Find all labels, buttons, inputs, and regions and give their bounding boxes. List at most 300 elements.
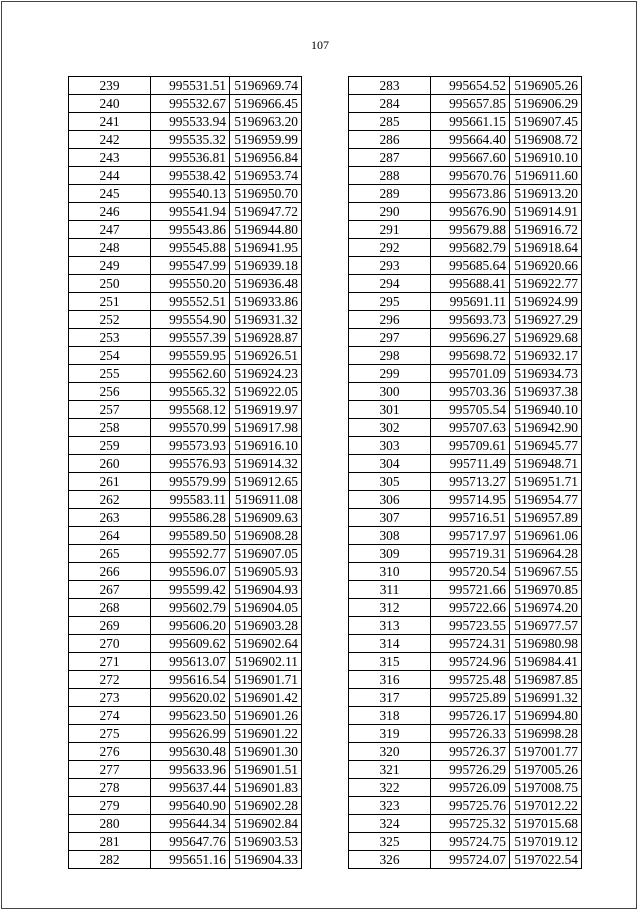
y-coordinate-cell: 5196937.38 <box>510 383 582 401</box>
x-coordinate-cell: 995661.15 <box>431 113 510 131</box>
y-coordinate-cell: 5196936.48 <box>230 275 302 293</box>
point-number-cell: 271 <box>69 653 151 671</box>
y-coordinate-cell: 5196944.80 <box>230 221 302 239</box>
table-row <box>69 293 302 311</box>
y-coordinate-cell: 5196911.60 <box>510 167 582 185</box>
x-coordinate-cell: 995721.66 <box>431 581 510 599</box>
x-coordinate-cell: 995644.34 <box>151 815 230 833</box>
table-row <box>349 77 582 95</box>
x-coordinate-cell: 995586.28 <box>151 509 230 527</box>
table-row <box>349 95 582 113</box>
table-row <box>349 239 582 257</box>
y-coordinate-cell: 5196940.10 <box>510 401 582 419</box>
point-number-cell: 278 <box>69 779 151 797</box>
table-row <box>349 203 582 221</box>
point-number-cell: 308 <box>349 527 431 545</box>
x-coordinate-cell: 995676.90 <box>431 203 510 221</box>
point-number-cell: 312 <box>349 599 431 617</box>
x-coordinate-cell: 995685.64 <box>431 257 510 275</box>
y-coordinate-cell: 5196947.72 <box>230 203 302 221</box>
table-row <box>69 761 302 779</box>
x-coordinate-cell: 995616.54 <box>151 671 230 689</box>
x-coordinate-cell: 995596.07 <box>151 563 230 581</box>
y-coordinate-cell: 5196908.28 <box>230 527 302 545</box>
table-row <box>69 635 302 653</box>
x-coordinate-cell: 995589.50 <box>151 527 230 545</box>
point-number-cell: 272 <box>69 671 151 689</box>
x-coordinate-cell: 995714.95 <box>431 491 510 509</box>
x-coordinate-cell: 995533.94 <box>151 113 230 131</box>
point-number-cell: 317 <box>349 689 431 707</box>
x-coordinate-cell: 995726.33 <box>431 725 510 743</box>
table-row <box>349 581 582 599</box>
point-number-cell: 325 <box>349 833 431 851</box>
y-coordinate-cell: 5197001.77 <box>510 743 582 761</box>
x-coordinate-cell: 995726.29 <box>431 761 510 779</box>
y-coordinate-cell: 5196941.95 <box>230 239 302 257</box>
y-coordinate-cell: 5196908.72 <box>510 131 582 149</box>
table-row <box>349 563 582 581</box>
x-coordinate-cell: 995623.50 <box>151 707 230 725</box>
x-coordinate-cell: 995633.96 <box>151 761 230 779</box>
x-coordinate-cell: 995651.16 <box>151 851 230 869</box>
point-number-cell: 319 <box>349 725 431 743</box>
table-row <box>69 257 302 275</box>
table-row <box>349 509 582 527</box>
x-coordinate-cell: 995531.51 <box>151 77 230 95</box>
y-coordinate-cell: 5197005.26 <box>510 761 582 779</box>
point-number-cell: 241 <box>69 113 151 131</box>
y-coordinate-cell: 5196953.74 <box>230 167 302 185</box>
x-coordinate-cell: 995726.09 <box>431 779 510 797</box>
point-number-cell: 305 <box>349 473 431 491</box>
point-number-cell: 322 <box>349 779 431 797</box>
table-row <box>69 833 302 851</box>
x-coordinate-cell: 995543.86 <box>151 221 230 239</box>
y-coordinate-cell: 5196942.90 <box>510 419 582 437</box>
x-coordinate-cell: 995630.48 <box>151 743 230 761</box>
table-row <box>69 563 302 581</box>
x-coordinate-cell: 995538.42 <box>151 167 230 185</box>
y-coordinate-cell: 5196919.97 <box>230 401 302 419</box>
point-number-cell: 266 <box>69 563 151 581</box>
table-row <box>349 527 582 545</box>
x-coordinate-cell: 995545.88 <box>151 239 230 257</box>
table-row <box>349 221 582 239</box>
x-coordinate-cell: 995554.90 <box>151 311 230 329</box>
table-row <box>349 779 582 797</box>
y-coordinate-cell: 5196951.71 <box>510 473 582 491</box>
coordinates-table-left <box>68 76 302 869</box>
y-coordinate-cell: 5196963.20 <box>230 113 302 131</box>
y-coordinate-cell: 5196994.80 <box>510 707 582 725</box>
table-row <box>69 797 302 815</box>
table-row <box>349 491 582 509</box>
y-coordinate-cell: 5196901.83 <box>230 779 302 797</box>
table-row <box>349 455 582 473</box>
y-coordinate-cell: 5196904.05 <box>230 599 302 617</box>
point-number-cell: 276 <box>69 743 151 761</box>
table-row <box>349 347 582 365</box>
table-row <box>69 545 302 563</box>
y-coordinate-cell: 5196929.68 <box>510 329 582 347</box>
point-number-cell: 285 <box>349 113 431 131</box>
y-coordinate-cell: 5196914.32 <box>230 455 302 473</box>
table-row <box>349 311 582 329</box>
y-coordinate-cell: 5196913.20 <box>510 185 582 203</box>
table-row <box>69 599 302 617</box>
x-coordinate-cell: 995565.32 <box>151 383 230 401</box>
point-number-cell: 279 <box>69 797 151 815</box>
x-coordinate-cell: 995640.90 <box>151 797 230 815</box>
table-row <box>349 113 582 131</box>
table-row <box>349 617 582 635</box>
point-number-cell: 277 <box>69 761 151 779</box>
x-coordinate-cell: 995726.37 <box>431 743 510 761</box>
table-row <box>69 383 302 401</box>
point-number-cell: 255 <box>69 365 151 383</box>
x-coordinate-cell: 995709.61 <box>431 437 510 455</box>
x-coordinate-cell: 995724.96 <box>431 653 510 671</box>
y-coordinate-cell: 5196956.84 <box>230 149 302 167</box>
y-coordinate-cell: 5196911.08 <box>230 491 302 509</box>
y-coordinate-cell: 5196927.29 <box>510 311 582 329</box>
table-row <box>69 689 302 707</box>
y-coordinate-cell: 5196901.71 <box>230 671 302 689</box>
point-number-cell: 286 <box>349 131 431 149</box>
point-number-cell: 268 <box>69 599 151 617</box>
point-number-cell: 256 <box>69 383 151 401</box>
table-row <box>69 275 302 293</box>
x-coordinate-cell: 995592.77 <box>151 545 230 563</box>
point-number-cell: 280 <box>69 815 151 833</box>
point-number-cell: 294 <box>349 275 431 293</box>
y-coordinate-cell: 5196903.28 <box>230 617 302 635</box>
point-number-cell: 295 <box>349 293 431 311</box>
table-row <box>349 599 582 617</box>
y-coordinate-cell: 5196954.77 <box>510 491 582 509</box>
x-coordinate-cell: 995620.02 <box>151 689 230 707</box>
point-number-cell: 239 <box>69 77 151 95</box>
point-number-cell: 275 <box>69 725 151 743</box>
y-coordinate-cell: 5196969.74 <box>230 77 302 95</box>
y-coordinate-cell: 5196998.28 <box>510 725 582 743</box>
table-row <box>349 365 582 383</box>
table-row <box>69 437 302 455</box>
point-number-cell: 262 <box>69 491 151 509</box>
table-row <box>69 131 302 149</box>
table-row <box>349 725 582 743</box>
y-coordinate-cell: 5196974.20 <box>510 599 582 617</box>
x-coordinate-cell: 995536.81 <box>151 149 230 167</box>
point-number-cell: 324 <box>349 815 431 833</box>
point-number-cell: 298 <box>349 347 431 365</box>
table-row <box>69 653 302 671</box>
x-coordinate-cell: 995609.62 <box>151 635 230 653</box>
y-coordinate-cell: 5196964.28 <box>510 545 582 563</box>
y-coordinate-cell: 5196901.42 <box>230 689 302 707</box>
x-coordinate-cell: 995705.54 <box>431 401 510 419</box>
point-number-cell: 245 <box>69 185 151 203</box>
y-coordinate-cell: 5196959.99 <box>230 131 302 149</box>
point-number-cell: 270 <box>69 635 151 653</box>
table-row <box>69 779 302 797</box>
x-coordinate-cell: 995722.66 <box>431 599 510 617</box>
x-coordinate-cell: 995667.60 <box>431 149 510 167</box>
table-row <box>349 671 582 689</box>
table-row <box>349 545 582 563</box>
point-number-cell: 313 <box>349 617 431 635</box>
x-coordinate-cell: 995535.32 <box>151 131 230 149</box>
table-row <box>69 113 302 131</box>
x-coordinate-cell: 995726.17 <box>431 707 510 725</box>
table-row <box>349 473 582 491</box>
y-coordinate-cell: 5196987.85 <box>510 671 582 689</box>
x-coordinate-cell: 995583.11 <box>151 491 230 509</box>
table-row <box>349 257 582 275</box>
point-number-cell: 254 <box>69 347 151 365</box>
x-coordinate-cell: 995698.72 <box>431 347 510 365</box>
y-coordinate-cell: 5196902.11 <box>230 653 302 671</box>
x-coordinate-cell: 995568.12 <box>151 401 230 419</box>
point-number-cell: 249 <box>69 257 151 275</box>
point-number-cell: 310 <box>349 563 431 581</box>
table-row <box>69 491 302 509</box>
x-coordinate-cell: 995725.89 <box>431 689 510 707</box>
point-number-cell: 303 <box>349 437 431 455</box>
point-number-cell: 242 <box>69 131 151 149</box>
point-number-cell: 250 <box>69 275 151 293</box>
x-coordinate-cell: 995707.63 <box>431 419 510 437</box>
y-coordinate-cell: 5197019.12 <box>510 833 582 851</box>
y-coordinate-cell: 5196922.77 <box>510 275 582 293</box>
x-coordinate-cell: 995682.79 <box>431 239 510 257</box>
y-coordinate-cell: 5196901.30 <box>230 743 302 761</box>
x-coordinate-cell: 995579.99 <box>151 473 230 491</box>
y-coordinate-cell: 5196939.18 <box>230 257 302 275</box>
point-number-cell: 284 <box>349 95 431 113</box>
table-row <box>69 419 302 437</box>
table-row <box>349 815 582 833</box>
y-coordinate-cell: 5196905.26 <box>510 77 582 95</box>
y-coordinate-cell: 5196980.98 <box>510 635 582 653</box>
x-coordinate-cell: 995559.95 <box>151 347 230 365</box>
table-row <box>349 419 582 437</box>
point-number-cell: 306 <box>349 491 431 509</box>
x-coordinate-cell: 995613.07 <box>151 653 230 671</box>
x-coordinate-cell: 995602.79 <box>151 599 230 617</box>
point-number-cell: 258 <box>69 419 151 437</box>
table-row <box>349 689 582 707</box>
y-coordinate-cell: 5196904.93 <box>230 581 302 599</box>
y-coordinate-cell: 5196948.71 <box>510 455 582 473</box>
x-coordinate-cell: 995637.44 <box>151 779 230 797</box>
point-number-cell: 260 <box>69 455 151 473</box>
point-number-cell: 293 <box>349 257 431 275</box>
table-row <box>349 131 582 149</box>
x-coordinate-cell: 995725.32 <box>431 815 510 833</box>
y-coordinate-cell: 5196910.10 <box>510 149 582 167</box>
table-row <box>69 185 302 203</box>
table-row <box>349 401 582 419</box>
point-number-cell: 274 <box>69 707 151 725</box>
x-coordinate-cell: 995573.93 <box>151 437 230 455</box>
point-number-cell: 259 <box>69 437 151 455</box>
point-number-cell: 318 <box>349 707 431 725</box>
y-coordinate-cell: 5196902.64 <box>230 635 302 653</box>
table-row <box>69 473 302 491</box>
x-coordinate-cell: 995703.36 <box>431 383 510 401</box>
point-number-cell: 288 <box>349 167 431 185</box>
y-coordinate-cell: 5197015.68 <box>510 815 582 833</box>
y-coordinate-cell: 5197022.54 <box>510 851 582 869</box>
table-row <box>349 329 582 347</box>
y-coordinate-cell: 5196967.55 <box>510 563 582 581</box>
y-coordinate-cell: 5196920.66 <box>510 257 582 275</box>
point-number-cell: 326 <box>349 851 431 869</box>
point-number-cell: 307 <box>349 509 431 527</box>
table-row <box>69 221 302 239</box>
y-coordinate-cell: 5196945.77 <box>510 437 582 455</box>
y-coordinate-cell: 5196914.91 <box>510 203 582 221</box>
x-coordinate-cell: 995647.76 <box>151 833 230 851</box>
point-number-cell: 290 <box>349 203 431 221</box>
point-number-cell: 314 <box>349 635 431 653</box>
x-coordinate-cell: 995547.99 <box>151 257 230 275</box>
y-coordinate-cell: 5196902.84 <box>230 815 302 833</box>
x-coordinate-cell: 995716.51 <box>431 509 510 527</box>
y-coordinate-cell: 5196931.32 <box>230 311 302 329</box>
table-row <box>69 167 302 185</box>
y-coordinate-cell: 5196918.64 <box>510 239 582 257</box>
x-coordinate-cell: 995725.48 <box>431 671 510 689</box>
point-number-cell: 252 <box>69 311 151 329</box>
x-coordinate-cell: 995679.88 <box>431 221 510 239</box>
table-row <box>349 707 582 725</box>
y-coordinate-cell: 5196901.51 <box>230 761 302 779</box>
x-coordinate-cell: 995723.55 <box>431 617 510 635</box>
x-coordinate-cell: 995688.41 <box>431 275 510 293</box>
y-coordinate-cell: 5196917.98 <box>230 419 302 437</box>
y-coordinate-cell: 5196902.28 <box>230 797 302 815</box>
table-row <box>69 239 302 257</box>
x-coordinate-cell: 995713.27 <box>431 473 510 491</box>
x-coordinate-cell: 995654.52 <box>431 77 510 95</box>
x-coordinate-cell: 995724.31 <box>431 635 510 653</box>
table-row <box>349 185 582 203</box>
x-coordinate-cell: 995550.20 <box>151 275 230 293</box>
x-coordinate-cell: 995725.76 <box>431 797 510 815</box>
table-row <box>349 149 582 167</box>
y-coordinate-cell: 5196916.10 <box>230 437 302 455</box>
table-row <box>69 509 302 527</box>
table-row <box>69 149 302 167</box>
point-number-cell: 299 <box>349 365 431 383</box>
x-coordinate-cell: 995719.31 <box>431 545 510 563</box>
x-coordinate-cell: 995724.75 <box>431 833 510 851</box>
y-coordinate-cell: 5196912.65 <box>230 473 302 491</box>
y-coordinate-cell: 5196904.33 <box>230 851 302 869</box>
point-number-cell: 320 <box>349 743 431 761</box>
point-number-cell: 267 <box>69 581 151 599</box>
x-coordinate-cell: 995724.07 <box>431 851 510 869</box>
y-coordinate-cell: 5196926.51 <box>230 347 302 365</box>
table-row <box>69 743 302 761</box>
x-coordinate-cell: 995557.39 <box>151 329 230 347</box>
point-number-cell: 323 <box>349 797 431 815</box>
x-coordinate-cell: 995540.13 <box>151 185 230 203</box>
point-number-cell: 281 <box>69 833 151 851</box>
table-row <box>349 653 582 671</box>
point-number-cell: 244 <box>69 167 151 185</box>
point-number-cell: 273 <box>69 689 151 707</box>
point-number-cell: 287 <box>349 149 431 167</box>
x-coordinate-cell: 995532.67 <box>151 95 230 113</box>
table-row <box>69 725 302 743</box>
table-row <box>69 581 302 599</box>
y-coordinate-cell: 5196907.05 <box>230 545 302 563</box>
table-row <box>349 293 582 311</box>
x-coordinate-cell: 995562.60 <box>151 365 230 383</box>
point-number-cell: 265 <box>69 545 151 563</box>
y-coordinate-cell: 5196907.45 <box>510 113 582 131</box>
x-coordinate-cell: 995670.76 <box>431 167 510 185</box>
table-row <box>69 617 302 635</box>
table-row <box>69 527 302 545</box>
point-number-cell: 304 <box>349 455 431 473</box>
point-number-cell: 251 <box>69 293 151 311</box>
x-coordinate-cell: 995626.99 <box>151 725 230 743</box>
point-number-cell: 257 <box>69 401 151 419</box>
point-number-cell: 269 <box>69 617 151 635</box>
point-number-cell: 316 <box>349 671 431 689</box>
y-coordinate-cell: 5196957.89 <box>510 509 582 527</box>
y-coordinate-cell: 5196903.53 <box>230 833 302 851</box>
point-number-cell: 311 <box>349 581 431 599</box>
table-row <box>69 707 302 725</box>
x-coordinate-cell: 995657.85 <box>431 95 510 113</box>
y-coordinate-cell: 5196906.29 <box>510 95 582 113</box>
table-row <box>349 833 582 851</box>
x-coordinate-cell: 995693.73 <box>431 311 510 329</box>
x-coordinate-cell: 995599.42 <box>151 581 230 599</box>
point-number-cell: 248 <box>69 239 151 257</box>
x-coordinate-cell: 995606.20 <box>151 617 230 635</box>
y-coordinate-cell: 5196961.06 <box>510 527 582 545</box>
y-coordinate-cell: 5196970.85 <box>510 581 582 599</box>
table-row <box>69 347 302 365</box>
x-coordinate-cell: 995664.40 <box>431 131 510 149</box>
page-number: 107 <box>311 38 329 52</box>
x-coordinate-cell: 995552.51 <box>151 293 230 311</box>
table-row <box>69 401 302 419</box>
table-row <box>349 743 582 761</box>
x-coordinate-cell: 995541.94 <box>151 203 230 221</box>
point-number-cell: 292 <box>349 239 431 257</box>
table-row <box>349 275 582 293</box>
point-number-cell: 302 <box>349 419 431 437</box>
table-row <box>349 635 582 653</box>
y-coordinate-cell: 5196922.05 <box>230 383 302 401</box>
table-row <box>69 851 302 869</box>
table-row <box>349 383 582 401</box>
point-number-cell: 301 <box>349 401 431 419</box>
table-row <box>69 455 302 473</box>
y-coordinate-cell: 5196991.32 <box>510 689 582 707</box>
x-coordinate-cell: 995576.93 <box>151 455 230 473</box>
table-row <box>69 77 302 95</box>
x-coordinate-cell: 995717.97 <box>431 527 510 545</box>
